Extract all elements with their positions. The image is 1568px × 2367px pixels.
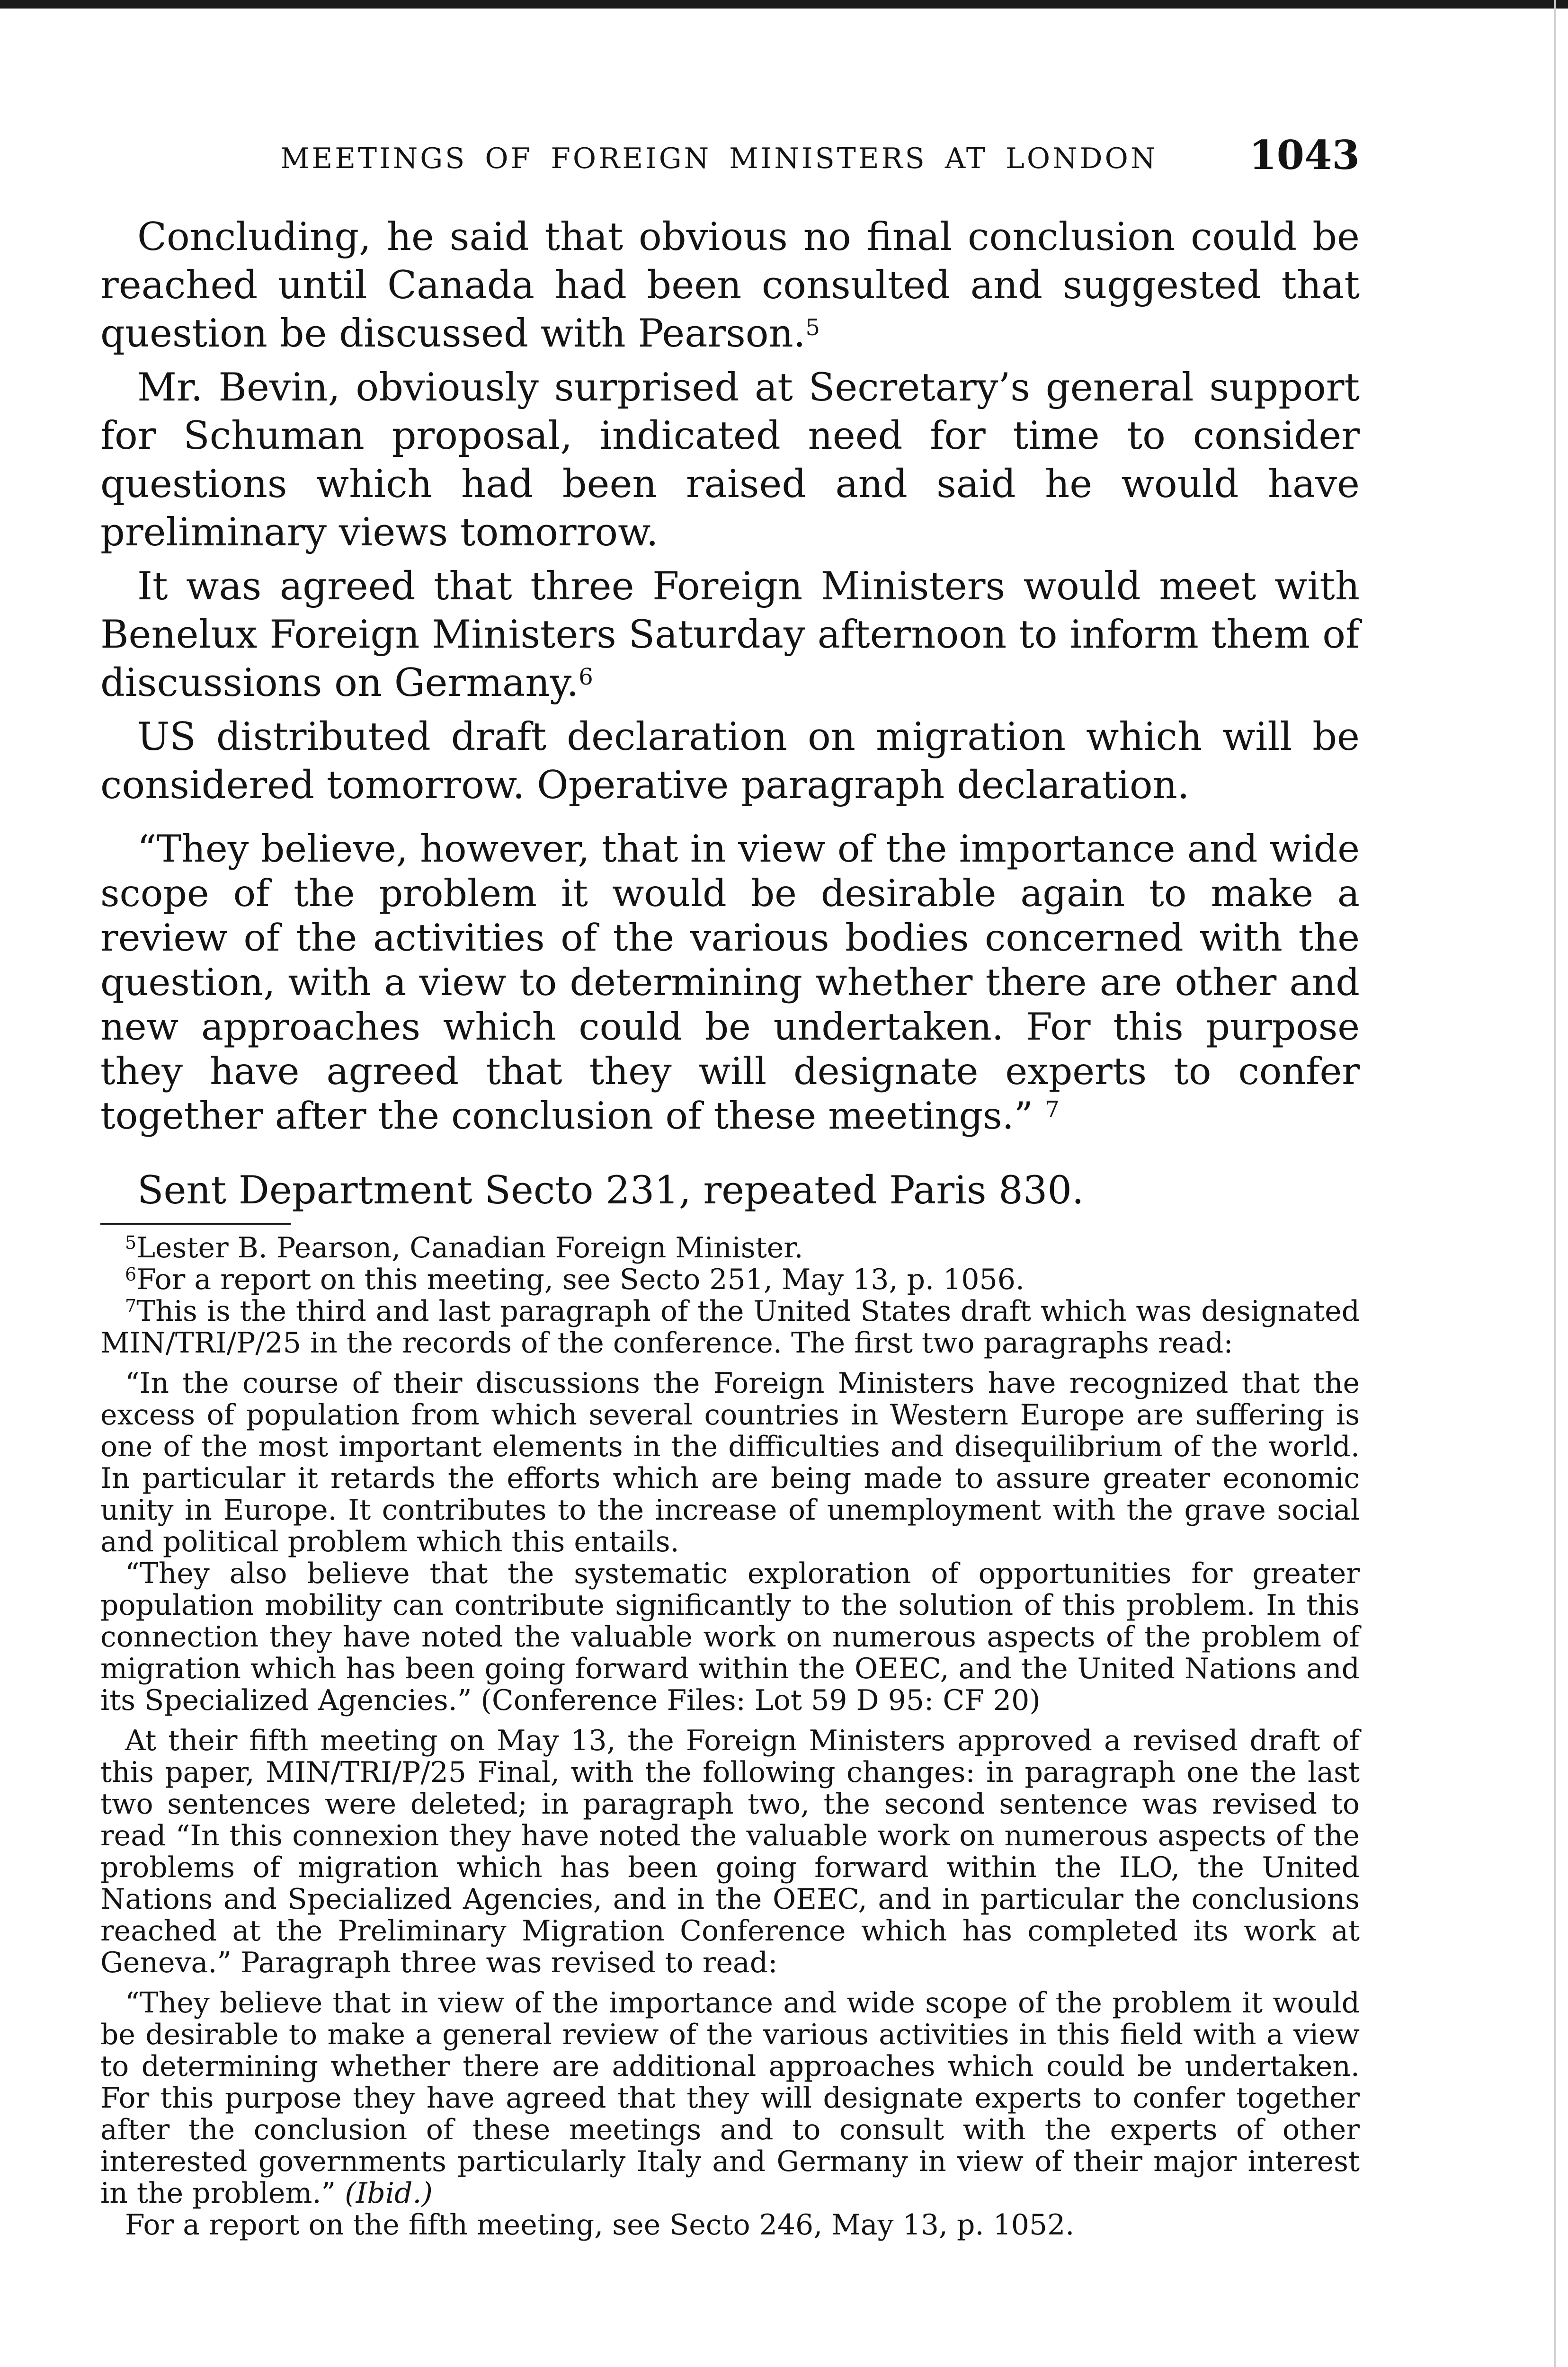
footnote-quote: “They also believe that the systematic exploration of opportunities for greater population mobility can contribute significantly to the solution of this problem. In this connection they have noted the valuable work on numerous aspects of the problem of migration which has been going forward within the OEEC, and the United Nations and its Specialized Agencies.” (Conference Files: Lot 59 D 95: CF 20)	[100, 1557, 1360, 1717]
footnote-citation: (Ibid.)	[345, 2177, 433, 2210]
body-paragraph: US distributed draft declaration on migration which will be considered tomorrow. Operative paragraph declaration.	[100, 715, 1360, 808]
document-body	[100, 213, 1360, 2241]
page-number: 1043	[1249, 132, 1360, 178]
footnote-ref: 5	[805, 314, 820, 341]
sent-line: Sent Department Secto 231, repeated Paris 830.	[137, 1168, 1084, 1213]
footnote-quote	[100, 1987, 1360, 2209]
footnote-mark: 5	[125, 1232, 137, 1253]
footnote-mark: 6	[125, 1264, 137, 1285]
footnote-quote: “In the course of their discussions the Foreign Ministers have recognized that the excess of population from which several countries in Western Europe are suffering is one of the most important elements in the difficulties and disequilibrium of the world. In particular it retards the efforts which are being made to assure greater economic unity in Europe. It contributes to the increase of unemployment with the grave social and political problem which this entails.	[100, 1367, 1360, 1558]
footnote-text: Lester B. Pearson, Canadian Foreign Minister.	[136, 1231, 803, 1264]
paragraph-text: It was agreed that three Foreign Ministers would meet with Benelux Foreign Ministers Saturday afternoon to inform them of discussions on Germany.	[100, 564, 1360, 705]
footnote-paragraph: For a report on the fifth meeting, see Secto 246, May 13, p. 1052.	[125, 2208, 1075, 2242]
body-paragraph	[100, 213, 1360, 358]
page-edge-shadow	[1554, 0, 1556, 2367]
footnote-ref: 7	[1045, 1096, 1060, 1123]
footnote-quote-text: “They believe that in view of the importance and wide scope of the problem it would be desirable to make a general review of the various activities in this field with a view to determining whether there are additional approaches which could be undertaken. For this purpose they have agreed that they will designate experts to confer together after the conclusion of these meetings and to consult with the experts of other interested governments particularly Italy and Germany in view of their major interest in the problem.”	[100, 1986, 1360, 2210]
top-edge-rule	[0, 0, 1568, 9]
paragraph-text: Concluding, he said that obvious no final conclusion could be reached until Canada had been consulted and suggested that question be discussed with Pearson.	[100, 215, 1360, 356]
footnote-text: This is the third and last paragraph of the United States draft which was designated MIN/TRI/P/25 in the records of the conference. The first two paragraphs read:	[100, 1295, 1360, 1360]
footnote-ref: 6	[579, 664, 593, 690]
footnote-text: For a report on this meeting, see Secto 251, May 13, p. 1056.	[136, 1263, 1025, 1296]
running-title: MEETINGS OF FOREIGN MINISTERS AT LONDON	[280, 142, 1158, 175]
quoted-declaration	[100, 827, 1360, 1138]
footnote-paragraph: At their fifth meeting on May 13, the Foreign Ministers approved a revised draft of this paper, MIN/TRI/P/25 Final, with the following changes: in paragraph one the last two sentences were deleted; in paragraph two, the second sentence was revised to read “In this connexion they have noted the valuable work on numerous aspects of the problems of migration which has been going forward within the ILO, the United Nations and Specialized Agencies, and in the OEEC, and in particular the conclusions reached at the Preliminary Migration Conference which has completed its work at Geneva.” Paragraph three was revised to read:	[100, 1724, 1360, 1979]
footnote-7	[100, 1296, 1360, 1359]
body-paragraph: Mr. Bevin, obviously surprised at Secretary’s general support for Schuman proposal, indicated need for time to consider questions which had been raised and said he would have preliminary views tomorrow.	[100, 365, 1360, 555]
footnote-5	[100, 1232, 1360, 1264]
footnote-rule	[100, 1223, 291, 1225]
footnote-6	[100, 1264, 1360, 1296]
body-paragraph	[100, 562, 1360, 707]
quote-text: “They believe, however, that in view of the importance and wide scope of the problem it would be desirable again to make a review of the activities of the various bodies concerned with the question, with a view to determining whether there are other and new approaches which could be undertaken. For this purpose they have agreed that they will designate experts to confer together after the conclusion of these meetings.”	[100, 827, 1360, 1138]
running-head	[100, 132, 1360, 188]
footnote-mark: 7	[125, 1296, 137, 1317]
